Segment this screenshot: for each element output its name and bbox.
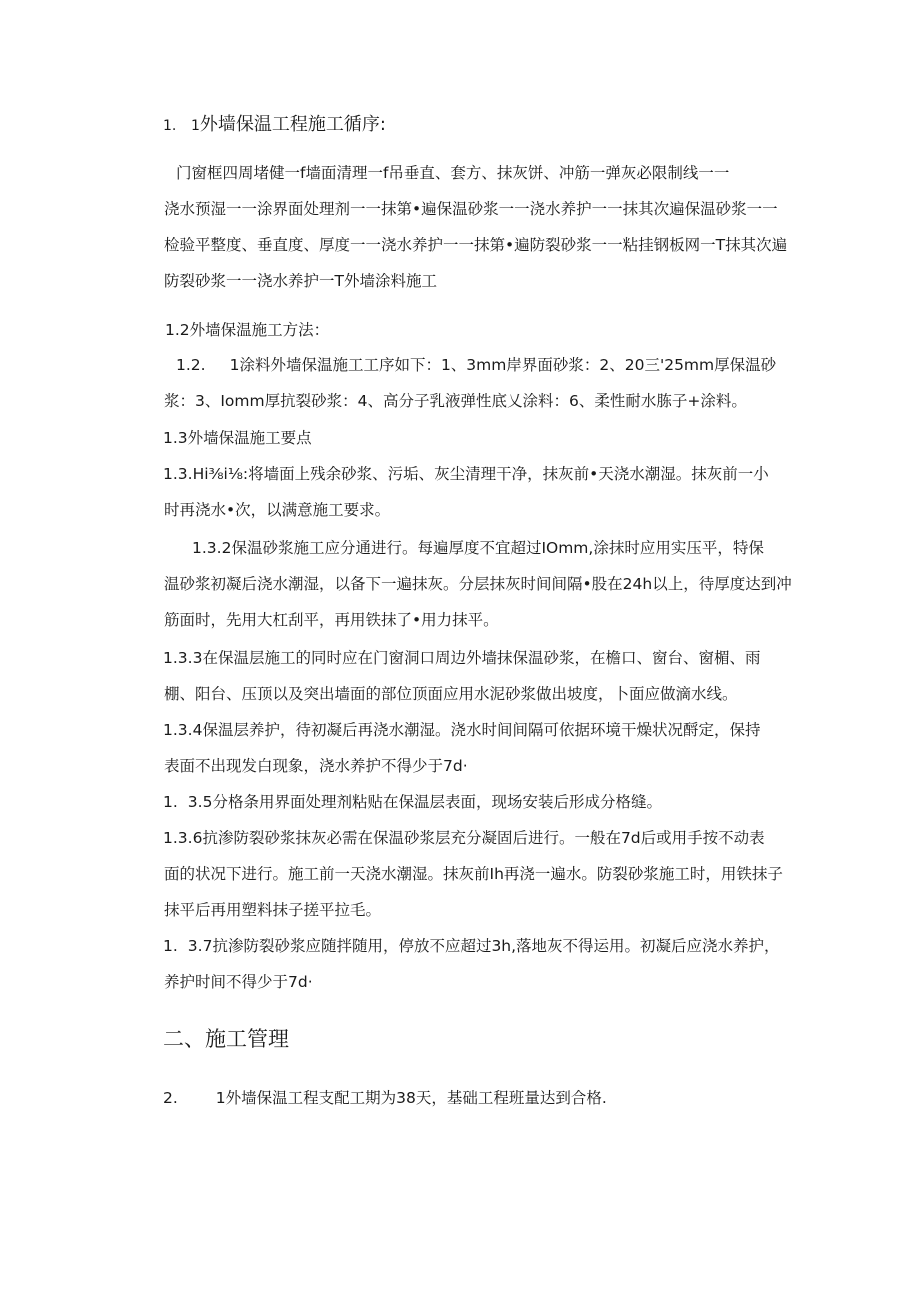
section-1-2-line-1 <box>176 355 776 375</box>
section-1-3-7-number: 1. <box>163 937 178 955</box>
section-1-3-3-line-2: 棚、阳台、压顶以及突出墙面的部位顶面应用水泥砂浆做出坡度，卜面应做滴水线。 <box>164 685 738 703</box>
section-2-heading: 二、施工管理 <box>163 1027 289 1051</box>
section-1-3-2-line-1: 1.3.2保温砂浆施工应分通进行。每遍厚度不宜超过IOmm,涂抹时应用实压平，特保 <box>192 539 764 557</box>
section-1-2-item-text: 1涂料外墙保温施工工序如下：1、3mm岸界面砂浆：2、20三'25mm厚保温砂 <box>229 356 777 374</box>
section-1-3-6-line-1: 1.3.6抗渗防裂砂浆抹灰必需在保温砂浆层充分凝固后进行。一般在7d后或用手按不动表 <box>163 829 765 847</box>
section-1-1-number-b: 1 <box>191 118 200 134</box>
section-1-1-line-2: 浇水预湿一一涂界面处理剂一一抹第•遍保温砂浆一一浇水养护一一抹其次遍保温砂浆一一 <box>164 200 778 218</box>
section-1-1-line-4: 防裂砂浆一一浇水养护一T外墙涂料施工 <box>164 272 437 290</box>
section-1-3-7-line-2: 养护时间不得少于7d· <box>164 973 313 991</box>
section-1-3-6-line-2: 面的状况下进行。施工前一天浇水潮湿。抹灰前Ih再浇一遍水。防裂砂浆施工时，用铁抹子 <box>164 865 783 883</box>
section-2-1-number: 2. <box>163 1089 178 1107</box>
section-1-1-line-3: 检验平整度、垂直度、厚度一一浇水养护一一抹第•遍防裂砂浆一一粘挂钢板网一T抹其次遍 <box>164 236 788 254</box>
section-1-2-item-number: 1.2. <box>176 356 206 374</box>
section-1-1-number-a: 1. <box>163 118 177 134</box>
section-1-3-7-line-1 <box>163 936 780 956</box>
section-1-3-2-line-3: 筋面时，先用大杠刮平，再用铁抹了•用力抹平。 <box>164 611 499 629</box>
section-1-1-heading <box>163 114 386 137</box>
section-1-3-title: 1.3外墙保温施工要点 <box>163 429 312 447</box>
section-1-3-1-line-1: 1.3.Hi⅜i⅛:将墙面上残余砂浆、污垢、灰尘清理干净，抹灰前•天浇水潮湿。抹灰前一小 <box>163 465 769 483</box>
section-1-3-4-line-2: 表面不出现发白现象，浇水养护不得少于7d· <box>164 757 468 775</box>
section-1-3-5-text: 3.5分格条用界面处理剂粘贴在保温层表面，现场安装后形成分格缝。 <box>187 793 662 811</box>
section-1-3-7-text: 3.7抗渗防裂砂浆应随拌随用，停放不应超过3h,落地灰不得运用。初凝后应浇水养护， <box>187 937 780 955</box>
section-1-3-4-line-1: 1.3.4保温层养护，待初凝后再浇水潮湿。浇水时间间隔可依据环境干燥状况酹定，保持 <box>163 721 761 739</box>
section-1-3-3-line-1: 1.3.3在保温层施工的同时应在门窗洞口周边外墙抹保温砂浆，在檐口、窗台、窗楣、雨 <box>163 649 761 667</box>
section-1-3-2-line-2: 温砂浆初凝后浇水潮湿，以备下一遍抹灰。分层抹灰时间间隔•股在24h以上，待厚度达到冲 <box>164 575 792 593</box>
section-1-3-6-line-3: 抹平后再用塑料抹子搓平拉毛。 <box>164 901 382 919</box>
section-1-1-line-1: 门窗框四周堵健一f墙面清理一f吊垂直、套方、抹灰饼、冲筋一弹灰必限制线一一 <box>176 164 730 182</box>
section-1-2-title: 1.2外墙保温施工方法： <box>165 321 330 339</box>
section-1-3-5-line <box>163 792 662 812</box>
section-2-1-line <box>163 1088 607 1108</box>
section-1-2-line-2: 浆：3、Iomm厚抗裂砂浆：4、高分子乳液弹性底乂涂料：6、柔性耐水胨子+涂料。 <box>164 392 747 410</box>
section-1-3-5-number: 1. <box>163 793 178 811</box>
section-1-1-title: 外墙保温工程施工循序: <box>199 114 386 135</box>
section-2-1-text: 1外墙保温工程支配工期为38天，基础工程班量达到合格. <box>215 1089 607 1107</box>
section-1-3-1-line-2: 时再浇水•次，以满意施工要求。 <box>164 501 391 519</box>
